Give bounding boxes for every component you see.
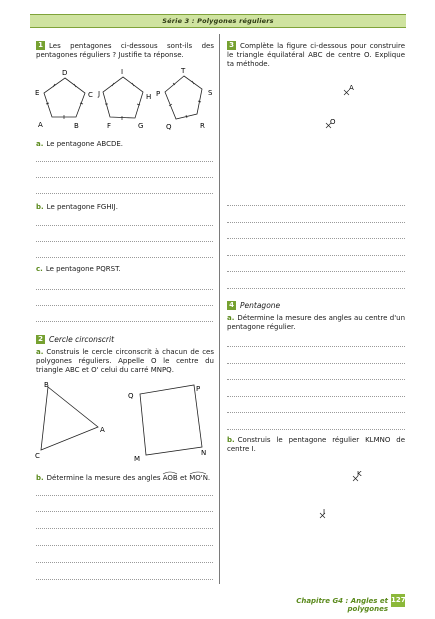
ex4-points-figure xyxy=(312,465,372,525)
triangle-square-figure xyxy=(34,378,224,466)
exercise-1-statement xyxy=(36,41,214,60)
label-m: M xyxy=(134,455,141,463)
label-j: J xyxy=(98,90,101,98)
answer-line xyxy=(36,225,213,226)
ex1-c-text: Le pentagone PQRST. xyxy=(45,265,121,273)
triangle-abc xyxy=(41,387,98,450)
exercise-4-heading xyxy=(227,301,280,310)
answer-line xyxy=(227,379,405,380)
answer-line xyxy=(227,222,405,223)
label-n: N xyxy=(201,449,207,457)
answer-line xyxy=(227,271,405,272)
ex2-a-letter: a. xyxy=(36,348,44,356)
label-g: G xyxy=(138,122,144,130)
answer-line xyxy=(227,238,405,239)
label-a: A xyxy=(349,84,354,92)
answer-line xyxy=(36,562,213,563)
label-a: A xyxy=(38,121,43,129)
exercise-4-title: Pentagone xyxy=(240,301,281,310)
ex1-question-b xyxy=(36,203,118,212)
ex1-b-text: Le pentagone FGHIJ. xyxy=(46,203,118,211)
answer-line xyxy=(36,511,213,512)
ex4-a-letter: a. xyxy=(227,314,235,322)
pentagon-pqrst xyxy=(165,76,202,119)
answer-line xyxy=(227,396,405,397)
label-d: D xyxy=(62,69,68,77)
exercise-4-number: 4 xyxy=(227,301,236,310)
label-b: B xyxy=(44,381,49,389)
exercise-2-number: 2 xyxy=(36,335,45,344)
answer-line xyxy=(36,241,213,242)
ex4-question-b xyxy=(227,436,405,454)
label-i: I xyxy=(323,508,326,516)
exercise-2-title: Cercle circonscrit xyxy=(49,335,115,344)
exercise-1-number: 1 xyxy=(36,41,45,50)
answer-line xyxy=(227,205,405,206)
label-t: T xyxy=(181,67,186,75)
label-o: O xyxy=(330,118,336,126)
label-q: Q xyxy=(166,123,172,131)
answer-line xyxy=(227,255,405,256)
ex2-b-letter: b. xyxy=(36,474,44,482)
ex2-b-text: Détermine la mesure des angles AOB et MO'N. xyxy=(46,474,211,482)
label-p: P xyxy=(156,90,161,98)
label-c: C xyxy=(88,91,93,99)
exercise-3-number: 3 xyxy=(227,41,236,50)
exercise-3-text: Complète la figure ci-dessous pour construire le triangle équilatéral ABC de centre O. Explique ta méthode. xyxy=(227,42,405,68)
ex1-question-a xyxy=(36,140,123,149)
pentagons-figure xyxy=(34,66,224,134)
label-b: B xyxy=(74,122,79,130)
exercise-2-heading xyxy=(36,335,114,344)
answer-line xyxy=(36,528,213,529)
angle-hat-marks xyxy=(161,470,211,476)
square-mnpq xyxy=(140,385,202,455)
ex1-c-letter: c. xyxy=(36,265,43,273)
label-a: A xyxy=(100,426,105,434)
ex4-a-text: Détermine la mesure des angles au centre d'un pentagone régulier. xyxy=(227,314,405,331)
ex3-points-figure xyxy=(318,82,358,132)
answer-line xyxy=(36,289,213,290)
answer-line xyxy=(227,288,405,289)
ex1-a-text: Le pentagone ABCDE. xyxy=(46,140,124,148)
ex4-question-a xyxy=(227,314,405,332)
label-f: F xyxy=(107,122,112,130)
exercise-3-statement xyxy=(227,41,405,69)
answer-line xyxy=(36,193,213,194)
answer-line xyxy=(36,177,213,178)
label-k: K xyxy=(357,470,362,478)
label-p: P xyxy=(196,385,201,393)
ex2-a-text: Construis le cercle circonscrit à chacun de ces polygones réguliers. Appelle O le centre du triangle ABC et O' celui du carré MNPQ. xyxy=(36,348,214,374)
answer-line xyxy=(36,495,213,496)
answer-line xyxy=(227,363,405,364)
answer-line xyxy=(36,579,213,580)
answer-line xyxy=(36,545,213,546)
label-e: E xyxy=(35,89,40,97)
answer-line xyxy=(227,346,405,347)
ex1-a-letter: a. xyxy=(36,140,44,148)
label-r: R xyxy=(200,122,205,130)
series-header: Série 3 : Polygones réguliers xyxy=(30,14,406,28)
pentagon-abcde xyxy=(44,78,85,117)
exercise-1-text: Les pentagones ci-dessous sont-ils des pentagones réguliers ? Justifie ta réponse. xyxy=(36,42,214,59)
label-q: Q xyxy=(128,392,134,400)
ex4-b-letter: b. xyxy=(227,436,235,444)
label-c: C xyxy=(35,452,40,460)
answer-line xyxy=(36,321,213,322)
answer-line xyxy=(227,429,405,430)
answer-line xyxy=(227,412,405,413)
answer-line xyxy=(36,161,213,162)
label-h: H xyxy=(146,93,152,101)
ex1-question-c xyxy=(36,265,121,274)
label-s: S xyxy=(208,89,213,97)
page-number: 127 xyxy=(391,594,405,607)
ex4-b-text: Construis le pentagone régulier KLMNO de centre I. xyxy=(227,436,405,453)
pentagon-fghij xyxy=(103,77,143,118)
answer-line xyxy=(36,257,213,258)
ex2-question-a xyxy=(36,348,214,375)
ex1-b-letter: b. xyxy=(36,203,44,211)
answer-line xyxy=(36,305,213,306)
label-i: I xyxy=(121,68,124,76)
chapter-footer: Chapitre G4 : Angles et polygones xyxy=(296,597,388,613)
